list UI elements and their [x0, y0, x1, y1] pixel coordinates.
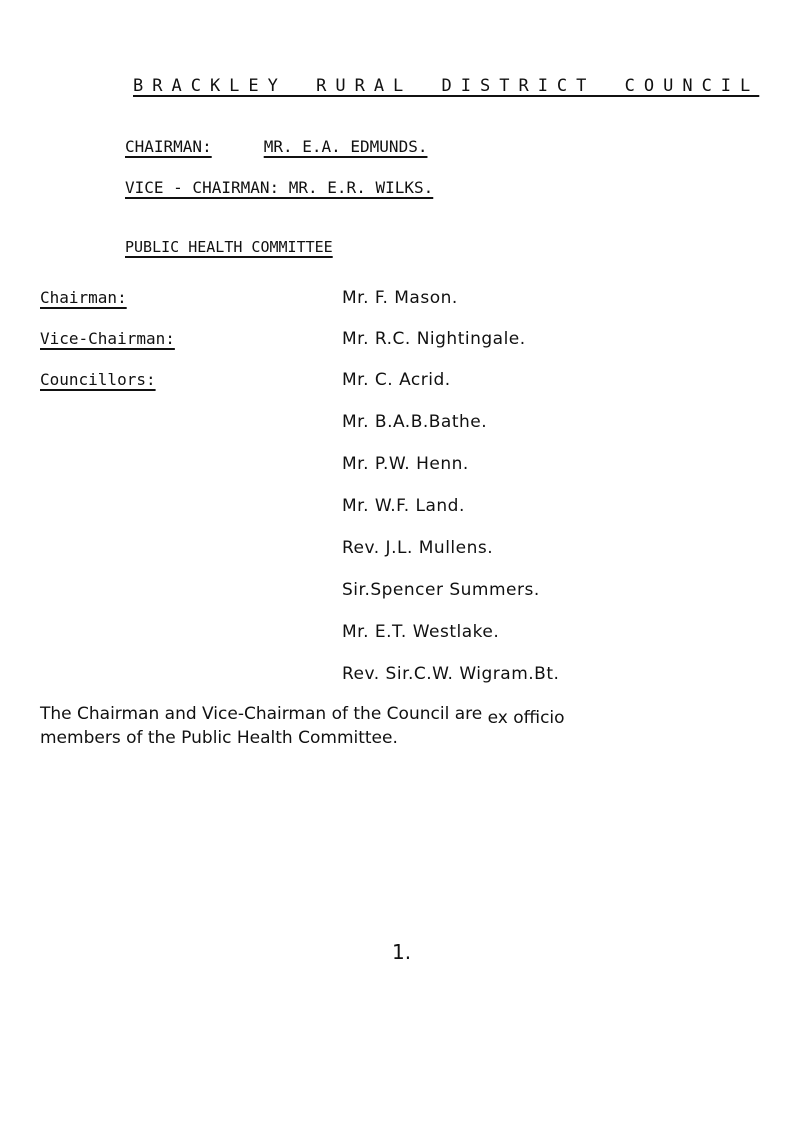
page-number: 1.	[392, 940, 412, 964]
note-line-2: members of the Public Health Committee.	[40, 728, 398, 748]
chairman-label: CHAIRMAN:	[125, 137, 212, 156]
councillor-item: Rev. Sir.C.W. Wigram.Bt.	[342, 664, 560, 684]
councillor-item: Mr. P.W. Henn.	[342, 454, 469, 474]
ex-officio-phrase: ex officio	[487, 708, 565, 728]
councillors-label: Councillors:	[40, 370, 156, 389]
committee-chairman-label: Chairman:	[40, 288, 127, 307]
note-line-1	[40, 702, 565, 726]
councillor-item: Rev. J.L. Mullens.	[342, 538, 494, 558]
council-title: BRACKLEY RURAL DISTRICT COUNCIL	[133, 76, 760, 96]
chairman-name: MR. E.A. EDMUNDS.	[263, 137, 428, 156]
ex-officio-note	[40, 702, 565, 750]
councillor-item: Sir.Spencer Summers.	[342, 580, 540, 600]
note-text: The Chairman and Vice-Chairman of the Council are	[40, 704, 483, 724]
committee-vice-chairman-label: Vice-Chairman:	[40, 329, 175, 348]
committee-vice-chairman-name: Mr. R.C. Nightingale.	[342, 329, 526, 349]
councillor-item: Mr. C. Acrid.	[342, 370, 451, 390]
chairman-line	[125, 137, 427, 156]
vice-chairman-line: VICE - CHAIRMAN: MR. E.R. WILKS.	[125, 178, 434, 197]
councillor-item: Mr. W.F. Land.	[342, 496, 465, 516]
committee-chairman-name: Mr. F. Mason.	[342, 288, 458, 308]
councillor-item: Mr. E.T. Westlake.	[342, 622, 500, 642]
committee-heading: PUBLIC HEALTH COMMITTEE	[125, 238, 333, 256]
councillor-item: Mr. B.A.B.Bathe.	[342, 412, 488, 432]
